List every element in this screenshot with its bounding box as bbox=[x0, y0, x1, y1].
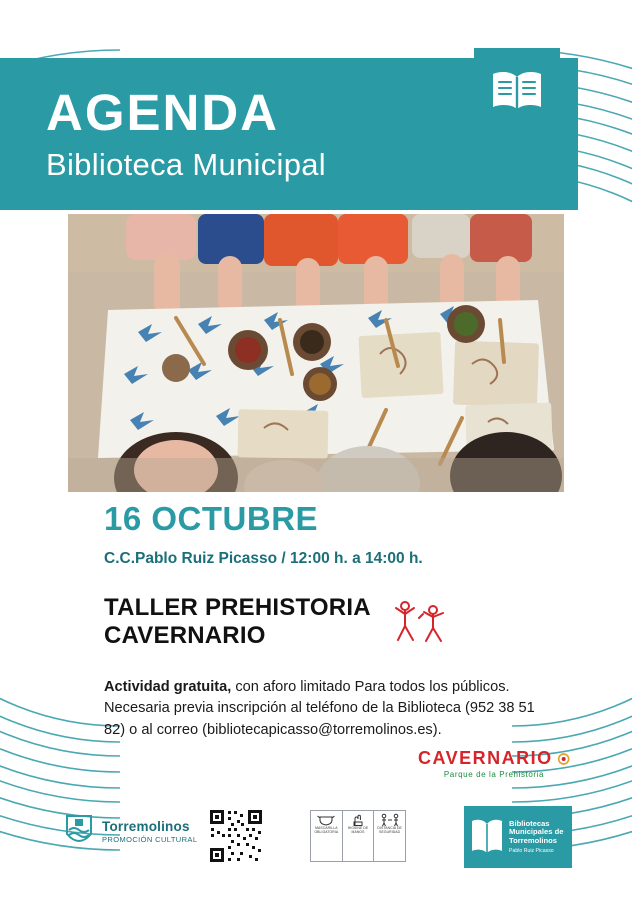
open-book-icon bbox=[470, 815, 504, 859]
event-venue-time: C.C.Pablo Ruiz Picasso / 12:00 h. a 14:00 h. bbox=[104, 550, 423, 567]
covid-notice bbox=[310, 810, 406, 862]
covid-item-mask bbox=[311, 811, 343, 861]
library-line2: Municipales de bbox=[509, 827, 564, 837]
mask-icon bbox=[317, 813, 335, 827]
cavernario-tagline: Parque de la Prehistoria bbox=[443, 770, 545, 779]
description-highlight: Actividad gratuita, bbox=[104, 679, 232, 695]
event-details bbox=[104, 500, 556, 741]
library-badge bbox=[464, 806, 572, 868]
covid-label-distance: DISTANCIA DE SEGURIDAD bbox=[377, 826, 402, 834]
description-body: con aforo limitado Para todos los públicos. Necesaria previa inscripción al teléfono de la Biblioteca (952 38 51 82) o al correo (bibliotecapicasso@torremolinos.es). bbox=[104, 679, 535, 738]
torremolinos-department: PROMOCIÓN CULTURAL bbox=[102, 834, 198, 844]
library-line3: Torremolinos bbox=[509, 836, 557, 846]
qr-code[interactable] bbox=[208, 808, 264, 864]
torremolinos-name: Torremolinos bbox=[102, 818, 190, 834]
covid-label-mask: MASCARILLA OBLIGATORIA bbox=[314, 826, 339, 834]
event-photo bbox=[68, 214, 564, 492]
workshop-title-line2: CAVERNARIO bbox=[104, 622, 266, 650]
covid-item-hands bbox=[343, 811, 375, 861]
cavernario-sun-icon bbox=[557, 751, 570, 767]
open-book-icon bbox=[474, 48, 560, 134]
library-line4: Pablo Ruiz Picasso bbox=[509, 848, 554, 855]
workshop-title-line1: TALLER PREHISTORIA bbox=[104, 594, 371, 621]
covid-label-hands: HIGIENE DE MANOS bbox=[347, 826, 369, 834]
cavernario-logo bbox=[418, 748, 570, 779]
torremolinos-crest-icon bbox=[64, 814, 94, 848]
cavernario-wordmark: CAVERNARIO bbox=[418, 748, 553, 768]
event-description bbox=[104, 677, 556, 741]
hand-gel-icon bbox=[351, 813, 365, 827]
footer bbox=[0, 806, 632, 872]
torremolinos-logo bbox=[64, 814, 197, 848]
cave-painting-figures-icon bbox=[389, 596, 451, 651]
covid-item-distance bbox=[374, 811, 405, 861]
library-line1: Bibliotecas bbox=[509, 818, 550, 828]
page-subtitle: Biblioteca Municipal bbox=[46, 146, 326, 182]
workshop-heading bbox=[104, 594, 556, 651]
event-date: 16 OCTUBRE bbox=[104, 500, 319, 537]
page-title: AGENDA bbox=[46, 84, 280, 142]
distance-icon bbox=[380, 813, 400, 827]
